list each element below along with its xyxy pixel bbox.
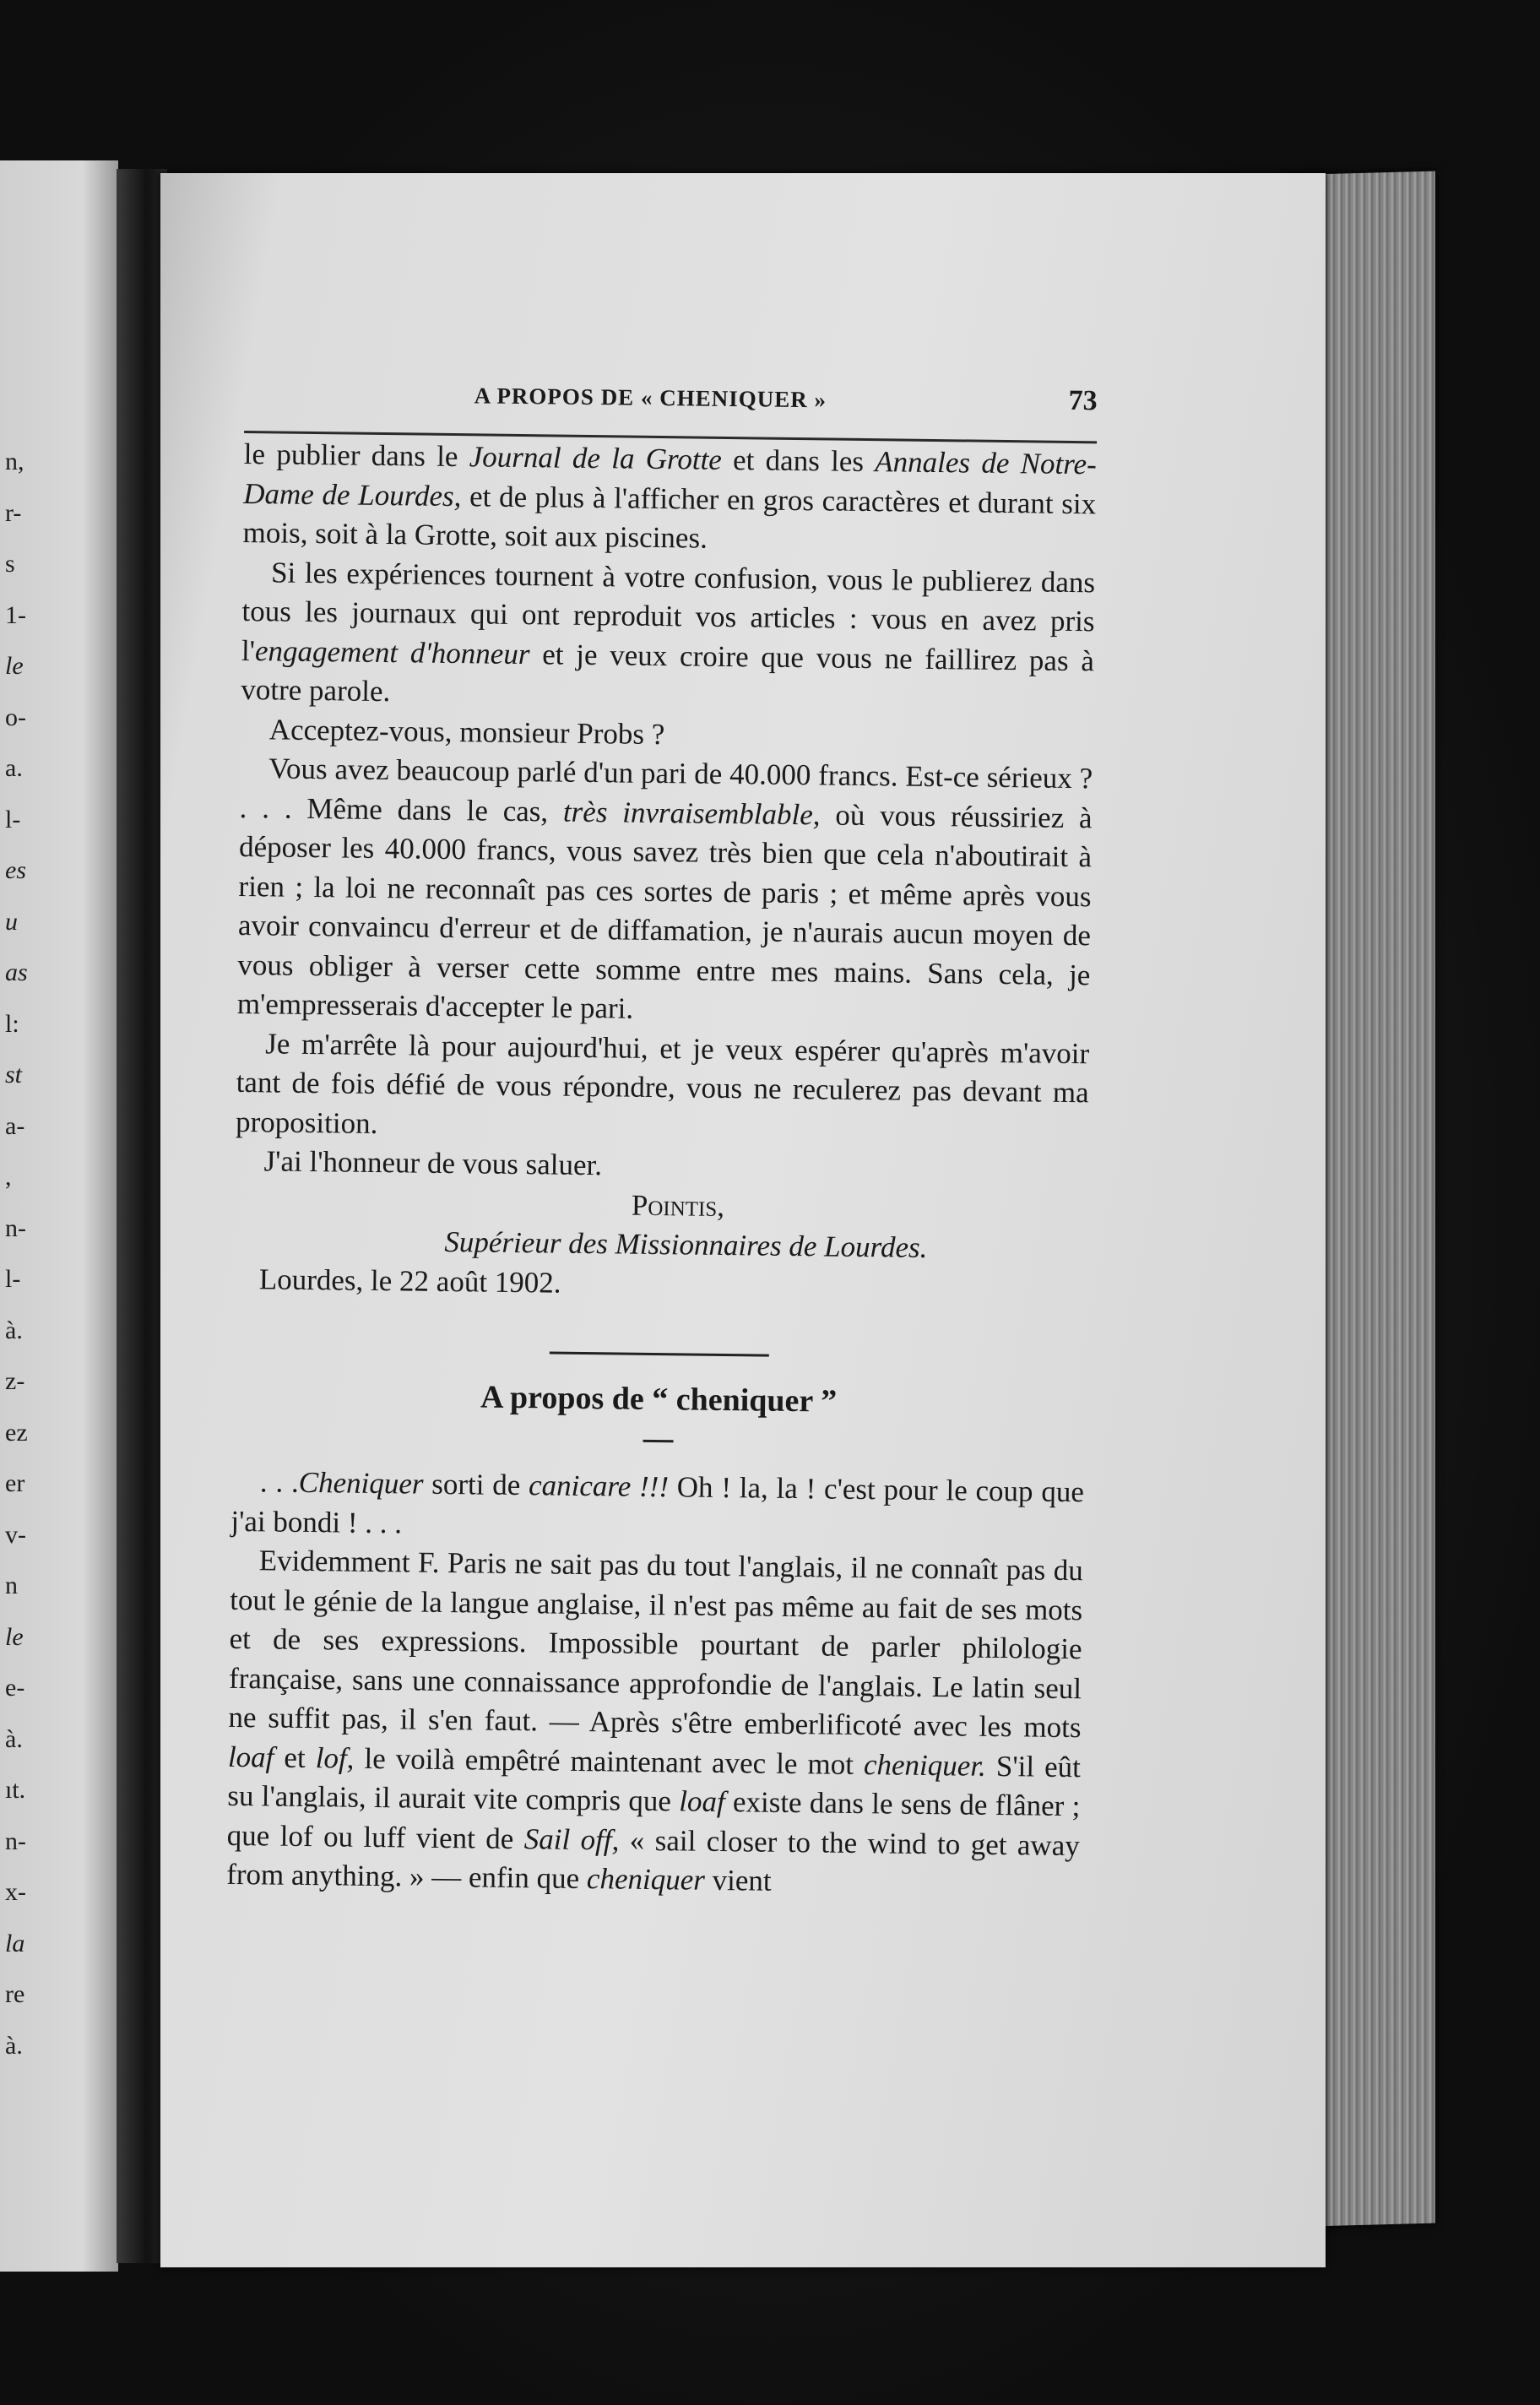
signature-title: Supérieur des Missionnaires de Lourdes. xyxy=(444,1224,928,1264)
left-page-fragment: o- xyxy=(5,703,26,731)
left-page-fragment: es xyxy=(5,856,26,884)
left-page-fragment: le xyxy=(5,1622,24,1651)
left-page-fragment: u xyxy=(5,907,18,936)
left-page-fragment: ez xyxy=(5,1418,28,1447)
paragraph: Je m'arrête là pour aujourd'hui, et je veux espérer qu'après m'avoir tant de fois défié de vous répondre, vous ne reculerez pas devant ma proposition. xyxy=(235,1026,1090,1140)
left-page-fragment: à. xyxy=(5,1724,23,1753)
left-page-fragment: l- xyxy=(5,1265,21,1293)
left-page-fragment: r- xyxy=(5,498,22,527)
left-page-fragment: , xyxy=(5,1163,12,1191)
section-divider xyxy=(550,1351,769,1356)
paragraph: le publier dans le Journal de la Grotte et dans les Annales de Notre-Dame de Lourdes, et de plus à l'afficher en gros caractères et durant six mois, soit à la Grotte, soit aux piscines. xyxy=(242,437,1098,555)
left-page-fragment: la xyxy=(5,1929,25,1957)
left-page-fragment: à. xyxy=(5,1316,23,1344)
left-page-fragment: n xyxy=(5,1572,18,1599)
left-page-fragment: n- xyxy=(5,1827,26,1855)
left-page-fragment: s xyxy=(5,550,15,578)
page-content xyxy=(226,372,1098,1905)
section-text xyxy=(226,1463,1084,1905)
left-page-fragment: à. xyxy=(5,2031,23,2060)
paragraph: . . .Cheniquer sorti de canicare !!! Oh ! la, la ! c'est pour le coup que j'ai bondi ! . . . xyxy=(230,1465,1085,1539)
left-page-fragment: n, xyxy=(5,448,24,475)
left-facing-page xyxy=(0,160,118,2272)
left-page-fragment: ıt. xyxy=(5,1776,26,1804)
left-page-fragment: l- xyxy=(5,805,21,833)
page-header xyxy=(244,372,1098,443)
left-page-fragment: a- xyxy=(5,1111,25,1140)
left-page-fragment: le xyxy=(5,652,24,680)
letter-text xyxy=(234,435,1097,1309)
left-page-fragment: e- xyxy=(5,1674,25,1702)
left-page-fragment: a. xyxy=(5,754,23,782)
left-page-fragment: z- xyxy=(5,1367,25,1395)
paragraph: Evidemment F. Paris ne sait pas du tout l'anglais, il ne connaît pas du tout le génie de la langue anglaise, il n'est pas même au fait de ses mots et de ses expressions. Impossible pourtant de parler philologie française, sans une connaissance approfondie de l'anglais. Le latin seul ne suffit pas, il s'en faut. — Après s'être emberlificoté avec les mots loaf et lof, le voilà empêtré maintenant avec le mot cheniquer. S'il eût su l'anglais, il aurait vite compris que loaf existe dans le sens de flâner ; que lof ou luff vient de Sail off, « sail closer to the wind to get away from anything. » — enfin que cheniquer vient xyxy=(226,1544,1083,1897)
paragraph: Acceptez-vous, monsieur Probs ? xyxy=(268,712,665,751)
left-page-fragment: er xyxy=(5,1469,25,1497)
left-page-fragment: st xyxy=(5,1061,23,1088)
book-gutter xyxy=(117,169,167,2263)
left-page-fragment: re xyxy=(5,1980,25,2008)
paragraph: Si les expériences tournent à votre confusion, vous le publierez dans tous les journaux qui ont reproduit vos articles : vous en avez pris l'engagement d'honneur et je veux croire que vous ne faillirez pas à votre parole. xyxy=(241,555,1096,708)
paragraph: Vous avez beaucoup parlé d'un pari de 40.000 francs. Est-ce sérieux ? . . . Même dans le cas, très invraisemblable, où vous réussiriez à déposer les 40.000 francs, vous savez très bien que cela n'aboutirait à rien ; la loi ne reconnaît pas ces sortes de paris ; et même après vous avoir convaincu d'erreur et de diffamation, je n'aurais aucun moyen de vous obliger à verser cette somme entre mes mains. Sans cela, je m'empresserais d'accepter le pari. xyxy=(236,752,1093,1025)
page-number: 73 xyxy=(1068,384,1098,417)
running-head: A PROPOS DE « CHENIQUER » xyxy=(474,383,827,413)
title-dash xyxy=(643,1440,674,1442)
left-page-fragment: l: xyxy=(5,1009,19,1038)
left-page-fragment: x- xyxy=(5,1878,26,1906)
left-page-fragment: as xyxy=(5,958,28,986)
left-page-fragment: v- xyxy=(5,1520,26,1549)
left-page-fragment: n- xyxy=(5,1213,26,1242)
signature-name: Pointis, xyxy=(631,1188,725,1223)
section-title: A propos de “ cheniquer ” xyxy=(480,1379,838,1420)
signature-date: Lourdes, le 22 août 1902. xyxy=(258,1262,561,1300)
paragraph: J'ai l'honneur de vous saluer. xyxy=(263,1144,603,1182)
left-page-fragment: 1- xyxy=(5,600,26,629)
